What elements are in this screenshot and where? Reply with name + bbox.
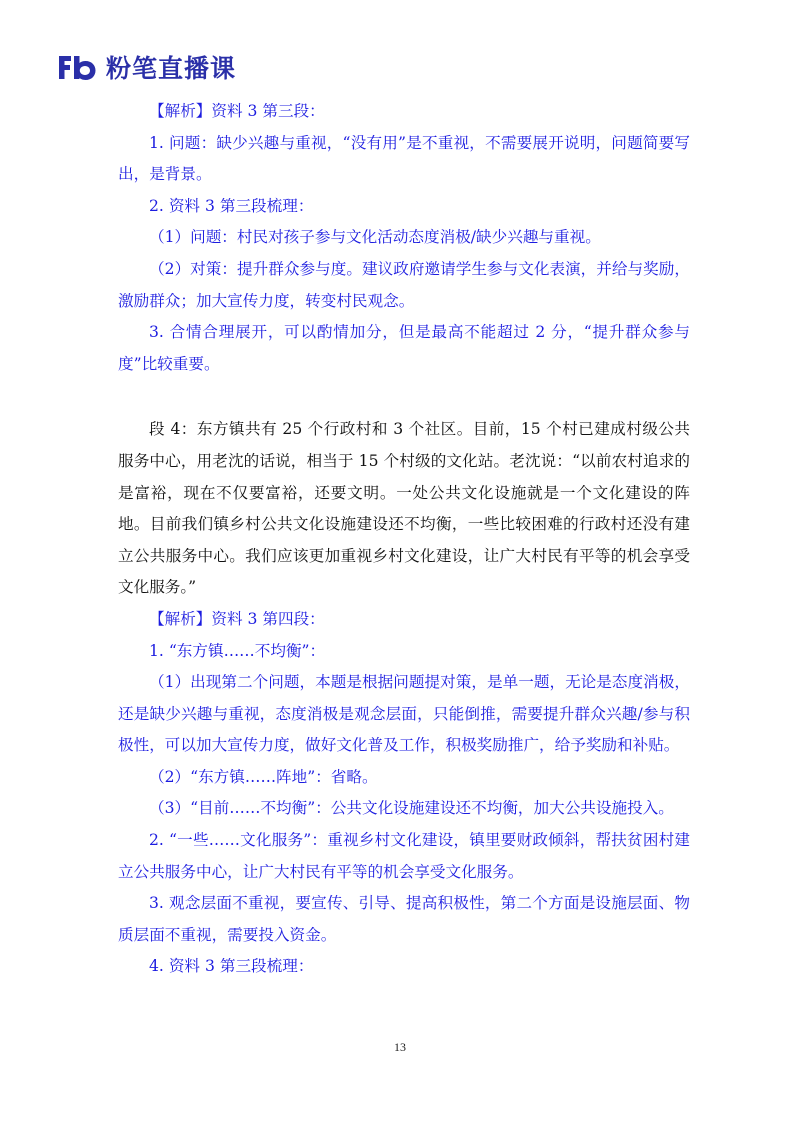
section-spacer <box>118 380 690 414</box>
header <box>56 50 236 84</box>
source-passage: 段 4：东方镇共有 25 个行政村和 3 个社区。目前，15 个村已建成村级公共服务中心，用老沈的话说，相当于 15 个村级的文化站。老沈说：“以前农村追求的是富裕，现在不仅要富裕，还要文明。一处公共文化设施就是一个文化建设的阵地。目前我们镇乡村公共文化设施建设还不均衡，一些比较困难的行政村还没有建立公共服务中心。我们应该更加重视乡村文化建设，让广大村民有平等的机会享受文化服务。” <box>118 420 690 597</box>
analysis-paragraph: 4. 资料 3 第三段梳理： <box>149 957 314 976</box>
analysis-paragraph: （3）“目前……不均衡”：公共文化设施建设还不均衡，加大公共设施投入。 <box>149 799 674 818</box>
document-body <box>118 96 690 983</box>
fb-logo-icon <box>56 52 100 82</box>
brand-name: 粉笔直播课 <box>106 54 237 83</box>
analysis-paragraph: 2. 资料 3 第三段梳理： <box>149 196 314 215</box>
analysis-paragraph: 3. 合情合理展开，可以酌情加分，但是最高不能超过 2 分，“提升群众参与度”比较重要。 <box>118 323 690 373</box>
analysis-paragraph: （2）“东方镇……阵地”：省略。 <box>149 767 378 786</box>
analysis-paragraph: （1）问题：村民对孩子参与文化活动态度消极/缺少兴趣与重视。 <box>149 228 601 247</box>
analysis-paragraph: 1. 问题：缺少兴趣与重视，“没有用”是不重视，不需要展开说明，问题简要写出，是背景。 <box>118 133 690 184</box>
analysis-paragraph: 2. “一些……文化服务”：重视乡村文化建设，镇里要财政倾斜，帮扶贫困村建立公共服务中心，让广大村民有平等的机会享受文化服务。 <box>118 831 690 881</box>
analysis-paragraph: （2）对策：提升群众参与度。建议政府邀请学生参与文化表演，并给与奖励，激励群众；加大宣传力度，转变村民观念。 <box>118 259 690 310</box>
analysis-paragraph: 1. “东方镇……不均衡”： <box>149 641 326 660</box>
analysis-paragraph: 【解析】资料 3 第四段： <box>149 609 325 628</box>
analysis-paragraph: 3. 观念层面不重视，要宣传、引导、提高积极性，第二个方面是设施层面、物质层面不重视，需要投入资金。 <box>118 894 690 944</box>
analysis-paragraph: （1）出现第二个问题，本题是根据问题提对策，是单一题，无论是态度消极，还是缺少兴趣与重视，态度消极是观念层面，只能倒推，需要提升群众兴趣/参与积极性，可以加大宣传力度，做好文化普及工作，积极奖励推广，给予奖励和补贴。 <box>118 673 690 755</box>
page-number: 13 <box>394 1040 406 1054</box>
analysis-paragraph: 【解析】资料 3 第三段： <box>149 102 325 120</box>
